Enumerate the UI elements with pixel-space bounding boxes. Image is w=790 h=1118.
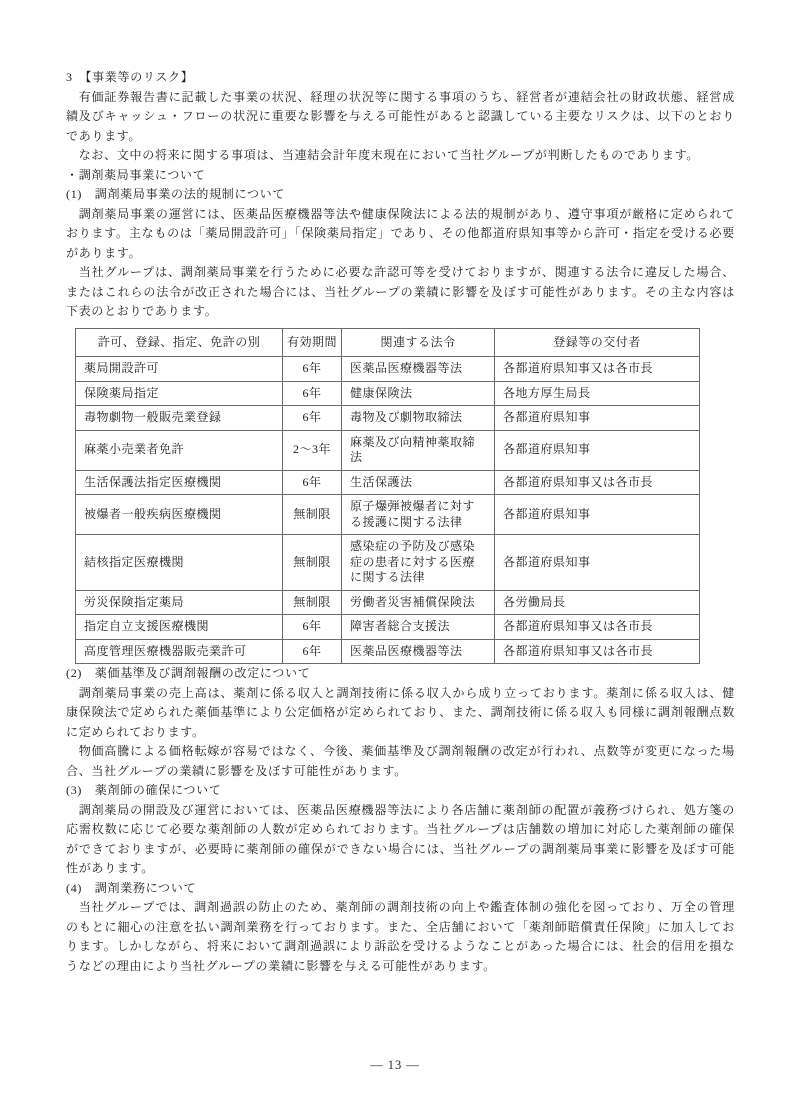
table-cell: 薬局開設許可 — [76, 357, 283, 382]
table-cell: 生活保護法 — [342, 470, 495, 495]
table-cell: 医薬品医療機器等法 — [342, 639, 495, 664]
table-cell: 被爆者一般疾病医療機関 — [76, 495, 283, 535]
table-cell: 毒物及び劇物取締法 — [342, 406, 495, 431]
table-row — [76, 639, 700, 664]
table-cell: 生活保護法指定医療機関 — [76, 470, 283, 495]
table-row — [76, 406, 700, 431]
table-cell: 結核指定医療機関 — [76, 535, 283, 591]
table-cell: 6年 — [283, 357, 342, 382]
table-cell: 指定自立支援医療機関 — [76, 615, 283, 640]
table-row — [76, 535, 700, 591]
table-cell: 原子爆弾被爆者に対する援護に関する法律 — [342, 495, 495, 535]
table-row — [76, 430, 700, 470]
column-header-valid-period: 有効期間 — [283, 328, 342, 357]
table-cell: 麻薬小売業者免許 — [76, 430, 283, 470]
section-title: 3 【事業等のリスク】 — [66, 70, 194, 84]
table-cell: 高度管理医療機器販売業許可 — [76, 639, 283, 664]
table-cell: 毒物劇物一般販売業登録 — [76, 406, 283, 431]
table-cell: 無制限 — [283, 495, 342, 535]
subsection-2-paragraph-1: 調剤薬局事業の売上高は、薬剤に係る収入と調剤技術に係る収入から成り立っております。薬剤に係る収入は、健康保険法で定められた薬価基準により公定価格が定められており、また、調剤技術に係る収入も同様に調剤報酬点数に定められております。 — [66, 685, 735, 739]
table-cell: 労働者災害補償保険法 — [342, 590, 495, 615]
subsection-1-paragraph-2: 当社グループは、調剤薬局事業を行うために必要な許認可等を受けておりますが、関連する法令に違反した場合、またはこれらの法令が改正された場合には、当社グループの業績に影響を及ぼす可能性があります。その主な内容は下表のとおりであります。 — [66, 265, 735, 318]
table-cell: 労災保険指定薬局 — [76, 590, 283, 615]
column-header-related-law: 関連する法令 — [342, 328, 495, 357]
subsection-1-heading: (1) 調剤薬局事業の法的規制について — [66, 187, 286, 201]
business-bullet-heading: ・調剤薬局事業について — [66, 167, 206, 182]
table-cell: 無制限 — [283, 590, 342, 615]
table-row — [76, 357, 700, 382]
table-cell: 障害者総合支援法 — [342, 615, 495, 640]
table-cell: 各都道府県知事又は各市長 — [495, 639, 700, 664]
table-cell: 麻薬及び向精神薬取締法 — [342, 430, 495, 470]
license-table — [75, 328, 700, 665]
table-cell: 6年 — [283, 406, 342, 431]
subsection-2-heading: (2) 薬価基準及び調剤報酬の改定について — [66, 666, 311, 680]
subsection-3-heading: (3) 薬剤師の確保について — [66, 783, 222, 797]
subsection-2-paragraph-2: 物価高騰による価格転嫁が容易ではなく、今後、薬価基準及び調剤報酬の改定が行われ、点数等が変更になった場合、当社グループの業績に影響を及ぼす可能性があります。 — [66, 744, 735, 778]
table-cell: 各労働局長 — [495, 590, 700, 615]
table-cell: 6年 — [283, 470, 342, 495]
subsection-1-paragraph-1: 調剤薬局事業の運営には、医薬品医療機器等法や健康保険法による法的規制があり、遵守事項が厳格に定められております。主なものは「薬局開設許可」「保険薬局指定」であり、その他都道府県知事等から許可・指定を受ける必要があります。 — [66, 206, 735, 260]
table-cell: 感染症の予防及び感染症の患者に対する医療に関する法律 — [342, 535, 495, 591]
table-cell: 医薬品医療機器等法 — [342, 357, 495, 382]
table-row — [76, 495, 700, 535]
table-cell: 無制限 — [283, 535, 342, 591]
table-cell: 各都道府県知事 — [495, 495, 700, 535]
table-cell: 各都道府県知事 — [495, 406, 700, 431]
table-cell: 健康保険法 — [342, 381, 495, 406]
subsection-4-paragraph-1: 当社グループでは、調剤過誤の防止のため、薬剤師の調剤技術の向上や鑑査体制の強化を図っており、万全の管理のもとに細心の注意を払い調剤業務を行っております。また、全店舗において「薬剤師賠償責任保険」に加入しております。しかしながら、将来において調剤過誤により訴訟を受けるようなことがあった場合には、社会的信用を損なうなどの理由により当社グループの業績に影響を与える可能性があります。 — [66, 900, 735, 973]
intro-paragraph-2: なお、文中の将来に関する事項は、当連結会計年度末現在において当社グループが判断したものであります。 — [78, 148, 700, 162]
table-row — [76, 615, 700, 640]
table-cell: 6年 — [283, 615, 342, 640]
table-cell: 各都道府県知事又は各市長 — [495, 615, 700, 640]
table-row — [76, 381, 700, 406]
table-cell: 各地方厚生局長 — [495, 381, 700, 406]
page-number: ― 13 ― — [370, 1058, 420, 1072]
subsection-4-heading: (4) 調剤業務について — [66, 880, 197, 895]
table-row — [76, 470, 700, 495]
intro-paragraph-1: 有価証券報告書に記載した事業の状況、経理の状況等に関する事項のうち、経営者が連結会社の財政状態、経営成績及びキャッシュ・フローの状況に重要な影響を与える可能性があると認識している主要なリスクは、以下のとおりであります。 — [66, 89, 735, 143]
table-header-row — [76, 328, 700, 357]
page-content — [66, 68, 735, 976]
column-header-license-type: 許可、登録、指定、免許の別 — [76, 328, 283, 357]
table-cell: 各都道府県知事又は各市長 — [495, 357, 700, 382]
table-cell: 保険薬局指定 — [76, 381, 283, 406]
table-cell: 2～3年 — [283, 430, 342, 470]
table-cell: 各都道府県知事又は各市長 — [495, 470, 700, 495]
table-cell: 6年 — [283, 381, 342, 406]
column-header-issuer: 登録等の交付者 — [495, 328, 700, 357]
table-cell: 6年 — [283, 639, 342, 664]
table-row — [76, 590, 700, 615]
table-cell: 各都道府県知事 — [495, 430, 700, 470]
table-cell: 各都道府県知事 — [495, 535, 700, 591]
subsection-3-paragraph-1: 調剤薬局の開設及び運営においては、医薬品医療機器等法により各店舗に薬剤師の配置が義務づけられ、処方箋の応需枚数に応じて必要な薬剤師の人数が定められております。当社グループは店舗数の増加に対応した薬剤師の確保ができておりますが、必要時に薬剤師の確保ができない場合には、当社グループの調剤薬局事業に影響を及ぼす可能性があります。 — [66, 802, 735, 875]
